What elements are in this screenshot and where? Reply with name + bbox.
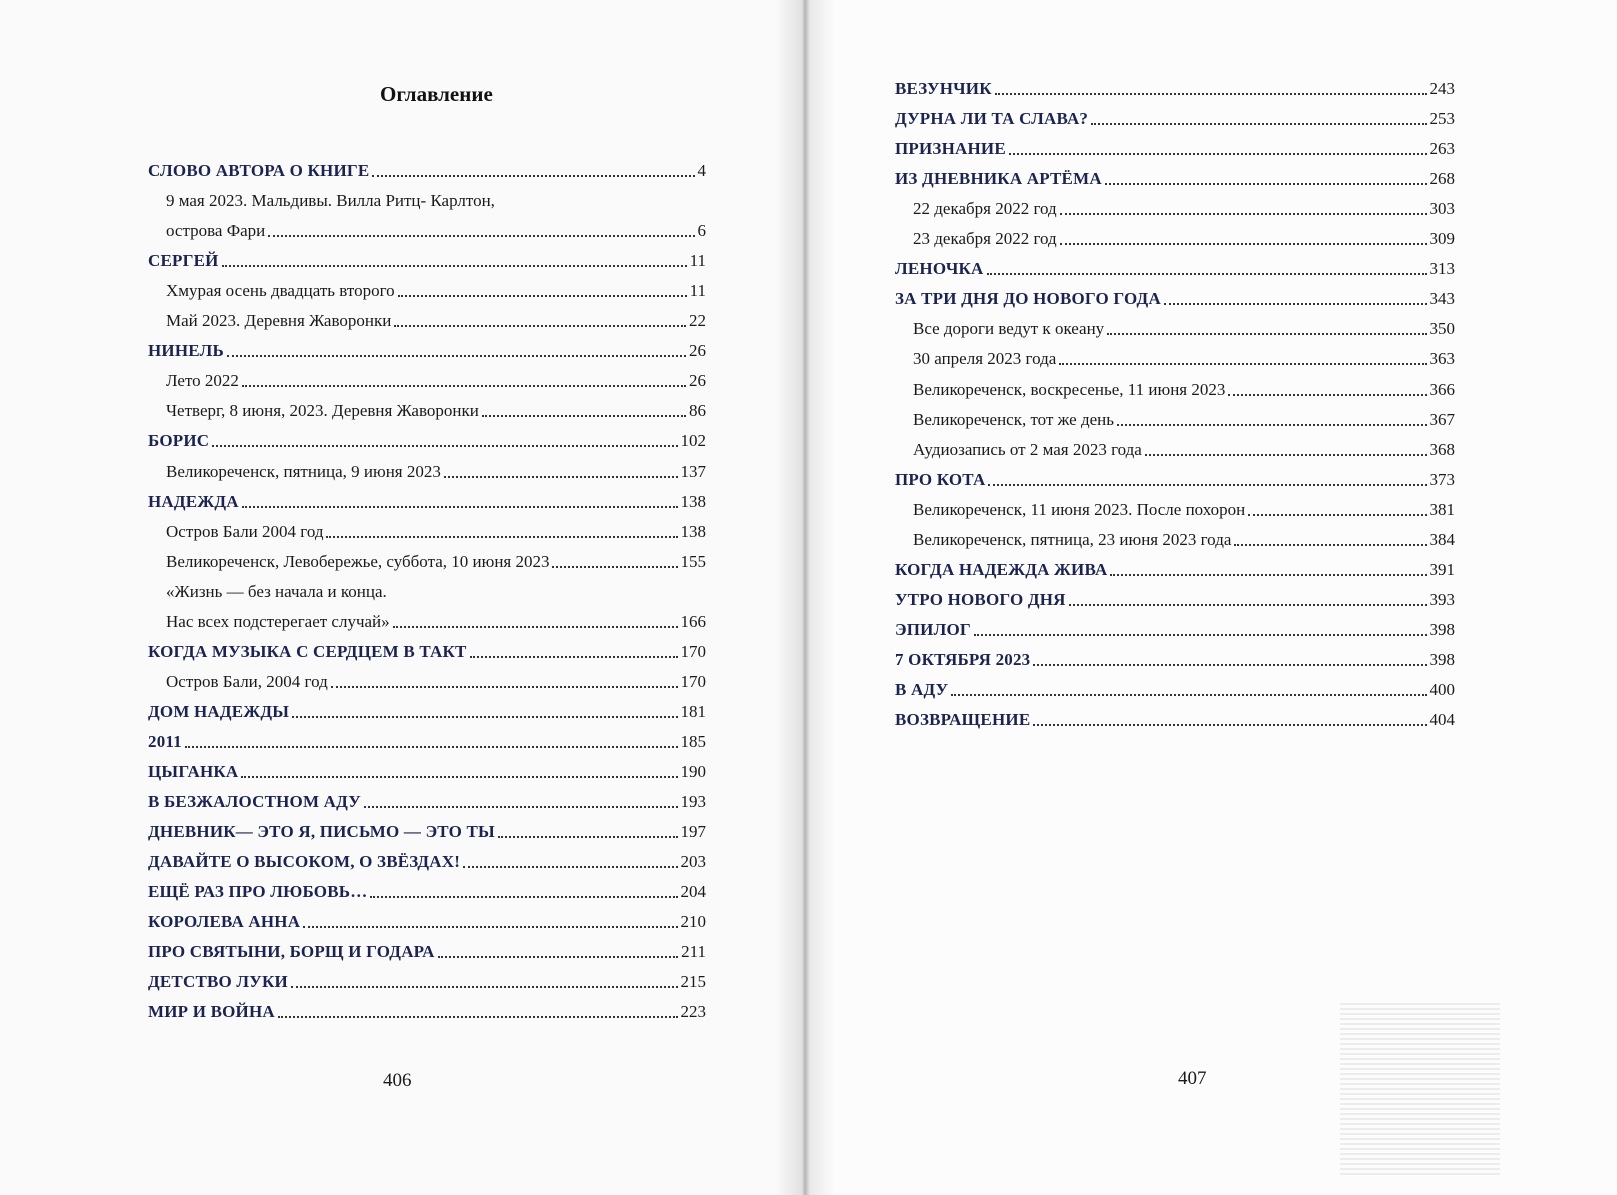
dot-leader <box>394 324 686 327</box>
toc-entry-page: 243 <box>1429 79 1455 98</box>
toc-entry-page: 137 <box>680 461 706 481</box>
left-page-number: 406 <box>383 1070 412 1091</box>
toc-entry-page: 203 <box>680 852 706 872</box>
toc-entry-page: 263 <box>1429 139 1455 159</box>
toc-entry-page: 210 <box>680 912 706 932</box>
toc-entry-page: 381 <box>1429 499 1455 519</box>
dot-leader <box>1145 453 1427 456</box>
dot-leader <box>326 535 677 538</box>
barcode-show-through <box>1340 1000 1500 1175</box>
dot-leader <box>498 835 678 838</box>
toc-section-entry <box>166 671 706 693</box>
dot-leader <box>212 444 677 447</box>
toc-entry-title: В АДУ <box>895 680 949 699</box>
toc-entry-page: 391 <box>1429 559 1455 579</box>
toc-entry-page: 253 <box>1429 109 1455 129</box>
dot-leader <box>1060 212 1427 215</box>
toc-section-entry <box>166 310 706 332</box>
toc-entry-page: 373 <box>1429 469 1455 489</box>
toc-chapter-entry <box>895 258 1455 280</box>
toc-entry-page: 400 <box>1429 680 1455 699</box>
toc-chapter-entry <box>895 559 1455 581</box>
toc-entry-title: Великореченск, воскресенье, 11 июня 2023 <box>913 379 1226 399</box>
toc-section-entry <box>166 521 706 543</box>
dot-leader <box>1110 573 1426 576</box>
toc-section-entry <box>166 280 706 302</box>
toc-entry-title: КОРОЛЕВА АННА <box>148 912 301 932</box>
dot-leader <box>227 354 686 357</box>
toc-section-entry <box>166 400 706 422</box>
right-page-number: 407 <box>1178 1068 1207 1089</box>
toc-entry-page: 363 <box>1429 349 1455 369</box>
toc-chapter-entry <box>148 491 706 513</box>
dot-leader <box>268 234 694 237</box>
toc-section-entry <box>913 409 1455 431</box>
toc-entry-title: ДУРНА ЛИ ТА СЛАВА? <box>895 109 1089 129</box>
dot-leader <box>222 264 687 267</box>
toc-chapter-entry <box>148 160 706 182</box>
toc-entry-title: НИНЕЛЬ <box>148 341 224 361</box>
toc-entry-title: ДЕТСТВО ЛУКИ <box>148 972 288 992</box>
toc-chapter-entry <box>148 430 706 452</box>
toc-entry-title: УТРО НОВОГО ДНЯ <box>895 589 1066 609</box>
toc-entry-page: 384 <box>1429 529 1455 549</box>
toc-entry-page: 368 <box>1429 439 1455 459</box>
dot-leader <box>331 685 678 688</box>
dot-leader <box>398 294 687 297</box>
toc-chapter-entry <box>148 761 706 783</box>
toc-entry-title: ПРИЗНАНИЕ <box>895 139 1006 159</box>
toc-entry-page: 11 <box>689 251 706 271</box>
toc-chapter-entry <box>895 78 1455 100</box>
toc-entry-title: Аудиозапись от 2 мая 2023 года <box>913 439 1142 459</box>
toc-chapter-entry <box>148 881 706 903</box>
toc-entry-title: Великореченск, 11 июня 2023. После похорон <box>913 499 1246 519</box>
dot-leader <box>242 505 678 508</box>
toc-entry-page: 215 <box>680 972 706 992</box>
toc-entry-line: «Жизнь — без начала и конца. <box>166 581 387 601</box>
dot-leader <box>372 174 694 177</box>
toc-entry-title: ВЕЗУНЧИК <box>895 79 992 98</box>
toc-section-entry <box>913 499 1455 521</box>
toc-entry-page: 181 <box>680 701 706 721</box>
toc-entry-title: ДОМ НАДЕЖДЫ <box>148 701 290 721</box>
toc-entry-page: 4 <box>697 161 706 180</box>
toc-entry-title: ДАВАЙТЕ О ВЫСОКОМ, О ЗВЁЗДАХ! <box>148 852 461 872</box>
toc-entry-page: 155 <box>680 551 706 571</box>
toc-entry-page: 309 <box>1429 229 1455 249</box>
dot-leader <box>463 865 677 868</box>
toc-section-entry <box>913 348 1455 370</box>
toc-section-entry <box>166 220 706 242</box>
toc-entry-title: ПРО КОТА <box>895 469 986 489</box>
toc-entry-title: Лето 2022 <box>166 371 239 391</box>
dot-leader <box>1060 242 1427 245</box>
toc-section-entry <box>913 439 1455 461</box>
toc-entry-title: В БЕЗЖАЛОСТНОМ АДУ <box>148 792 361 812</box>
toc-section-entry <box>913 198 1455 220</box>
toc-entry-page: 268 <box>1429 169 1455 189</box>
toc-entry-page: 211 <box>681 942 706 962</box>
toc-chapter-entry <box>895 709 1455 731</box>
toc-section-entry <box>166 370 706 392</box>
dot-leader <box>951 693 1426 696</box>
dot-leader <box>185 745 678 748</box>
toc-entry-page: 26 <box>689 341 706 361</box>
toc-entry-title: 22 декабря 2022 год <box>913 199 1057 219</box>
toc-entry-title: Великореченск, Левобережье, суббота, 10 июня 2023 <box>166 551 550 571</box>
toc-section-entry <box>166 551 706 573</box>
toc-entry-title: ДНЕВНИК— ЭТО Я, ПИСЬМО — ЭТО ТЫ <box>148 822 495 842</box>
toc-chapter-entry <box>148 911 706 933</box>
toc-entry-page: 313 <box>1429 259 1455 279</box>
toc-chapter-entry <box>895 619 1455 641</box>
toc-entry-page: 185 <box>680 731 706 751</box>
dot-leader <box>444 475 678 478</box>
toc-entry-page: 193 <box>680 792 706 812</box>
dot-leader <box>242 384 686 387</box>
toc-entry-title: Остров Бали, 2004 год <box>166 671 328 691</box>
dot-leader <box>1059 362 1426 365</box>
toc-entry-title: ЕЩЁ РАЗ ПРО ЛЮБОВЬ… <box>148 882 368 902</box>
dot-leader <box>278 1015 678 1018</box>
toc-chapter-entry <box>148 851 706 873</box>
toc-entry-page: 350 <box>1429 319 1455 339</box>
toc-chapter-entry <box>895 168 1455 190</box>
dot-leader <box>482 414 686 417</box>
toc-chapter-entry <box>895 679 1455 701</box>
toc-chapter-entry <box>148 340 706 362</box>
toc-entry-page: 223 <box>680 1002 706 1022</box>
toc-chapter-entry <box>148 1001 706 1023</box>
toc-chapter-entry <box>895 589 1455 611</box>
toc-entry-title: БОРИС <box>148 431 210 451</box>
toc-entry-title: 7 ОКТЯБРЯ 2023 <box>895 649 1031 669</box>
toc-entry-title: ЗА ТРИ ДНЯ ДО НОВОГО ГОДА <box>895 289 1161 309</box>
toc-entry-title: ЛЕНОЧКА <box>895 259 984 279</box>
toc-entry-page: 170 <box>680 671 706 691</box>
toc-chapter-entry <box>895 108 1455 130</box>
toc-entry-title: 2011 <box>148 731 182 751</box>
dot-leader <box>364 805 678 808</box>
toc-entry-page: 398 <box>1429 619 1455 639</box>
toc-entry-title: Нас всех подстерегает случай» <box>166 611 390 631</box>
toc-entry-page: 26 <box>689 371 706 391</box>
toc-entry-title: Великореченск, тот же день <box>913 409 1115 429</box>
dot-leader <box>1164 302 1427 305</box>
toc-entry-title: 30 апреля 2023 года <box>913 349 1057 369</box>
toc-entry-page: 22 <box>689 311 706 331</box>
toc-entry-page: 86 <box>689 401 706 421</box>
toc-entry-title: ЭПИЛОГ <box>895 619 971 639</box>
dot-leader <box>1033 663 1426 666</box>
dot-leader <box>1033 723 1426 726</box>
dot-leader <box>1009 152 1427 155</box>
toc-entry-title: Великореченск, пятница, 23 июня 2023 года <box>913 529 1232 549</box>
toc-entry-page: 190 <box>680 762 706 781</box>
toc-entry-page: 343 <box>1429 289 1455 309</box>
toc-entry-title: Хмурая осень двадцать второго <box>166 281 395 301</box>
dot-leader <box>291 985 678 988</box>
toc-chapter-entry <box>148 791 706 813</box>
toc-entry-title: Все дороги ведут к океану <box>913 319 1105 339</box>
toc-entry-title: СЛОВО АВТОРА О КНИГЕ <box>148 161 370 180</box>
toc-chapter-entry <box>148 731 706 753</box>
toc-entry-page: 166 <box>680 611 706 631</box>
toc-chapter-entry <box>895 288 1455 310</box>
toc-entry-title: ЦЫГАНКА <box>148 762 239 781</box>
toc-entry-title: 23 декабря 2022 год <box>913 229 1057 249</box>
dot-leader <box>988 483 1426 486</box>
toc-entry-page: 11 <box>689 281 706 301</box>
dot-leader <box>1107 332 1426 335</box>
toc-entry-page: 366 <box>1429 379 1455 399</box>
dot-leader <box>1105 182 1427 185</box>
dot-leader <box>1117 423 1426 426</box>
toc-entry-page: 102 <box>680 431 706 451</box>
dot-leader <box>552 565 677 568</box>
dot-leader <box>470 655 678 658</box>
toc-entry-page: 6 <box>697 221 706 241</box>
toc-entry-title: Остров Бали 2004 год <box>166 521 324 541</box>
toc-chapter-entry <box>148 941 706 963</box>
dot-leader <box>974 633 1427 636</box>
toc-entry-title: СЕРГЕЙ <box>148 251 219 271</box>
dot-leader <box>987 272 1427 275</box>
toc-entry-title: НАДЕЖДА <box>148 491 239 511</box>
toc-section-entry <box>166 461 706 483</box>
toc-entry-page: 404 <box>1429 710 1455 730</box>
toc-entry-page: 367 <box>1429 409 1455 429</box>
toc-chapter-entry <box>148 971 706 993</box>
toc-entry-page: 197 <box>680 822 706 842</box>
dot-leader <box>292 715 677 718</box>
dot-leader <box>303 925 677 928</box>
toc-entry-title: ВОЗВРАЩЕНИЕ <box>895 710 1031 730</box>
dot-leader <box>370 895 677 898</box>
toc-entry-title: Великореченск, пятница, 9 июня 2023 <box>166 461 441 481</box>
toc-entry-title: Четверг, 8 июня, 2023. Деревня Жаворонки <box>166 401 479 421</box>
toc-section-entry <box>166 611 706 633</box>
toc-chapter-entry <box>148 701 706 723</box>
toc-section-entry <box>913 318 1455 340</box>
toc-entry-page: 204 <box>680 882 706 902</box>
toc-entry-page: 398 <box>1429 649 1455 669</box>
dot-leader <box>438 955 679 958</box>
toc-entry-title: КОГДА НАДЕЖДА ЖИВА <box>895 559 1108 579</box>
toc-chapter-entry <box>148 250 706 272</box>
dot-leader <box>1234 543 1426 546</box>
toc-entry-page: 138 <box>680 521 706 541</box>
toc-entry-page: 303 <box>1429 199 1455 219</box>
dot-leader <box>393 625 678 628</box>
dot-leader <box>241 775 677 778</box>
toc-chapter-entry <box>895 138 1455 160</box>
toc-chapter-entry <box>148 641 706 663</box>
toc-entry-title: МИР И ВОЙНА <box>148 1002 275 1022</box>
toc-chapter-entry <box>895 649 1455 671</box>
toc-title: Оглавление <box>380 82 493 106</box>
toc-section-entry <box>913 379 1455 401</box>
toc-entry-page: 170 <box>680 641 706 661</box>
toc-chapter-entry <box>148 821 706 843</box>
toc-entry-page: 138 <box>680 491 706 511</box>
toc-chapter-entry <box>895 469 1455 491</box>
toc-entry-title: Май 2023. Деревня Жаворонки <box>166 311 392 331</box>
toc-entry-title: ПРО СВЯТЫНИ, БОРЩ И ГОДАРА <box>148 942 435 962</box>
dot-leader <box>1228 393 1426 396</box>
toc-entry-page: 393 <box>1429 589 1455 609</box>
dot-leader <box>1248 513 1426 516</box>
toc-entry-title: острова Фари <box>166 221 266 241</box>
toc-entry-title: КОГДА МУЗЫКА С СЕРДЦЕМ В ТАКТ <box>148 641 467 661</box>
toc-entry-title: ИЗ ДНЕВНИКА АРТЁМА <box>895 169 1102 189</box>
toc-section-entry <box>913 529 1455 551</box>
toc-section-entry <box>913 228 1455 250</box>
dot-leader <box>995 92 1427 95</box>
toc-entry-line: 9 мая 2023. Мальдивы. Вилла Ритц- Карлтон, <box>166 191 495 211</box>
dot-leader <box>1069 603 1427 606</box>
dot-leader <box>1091 122 1426 125</box>
